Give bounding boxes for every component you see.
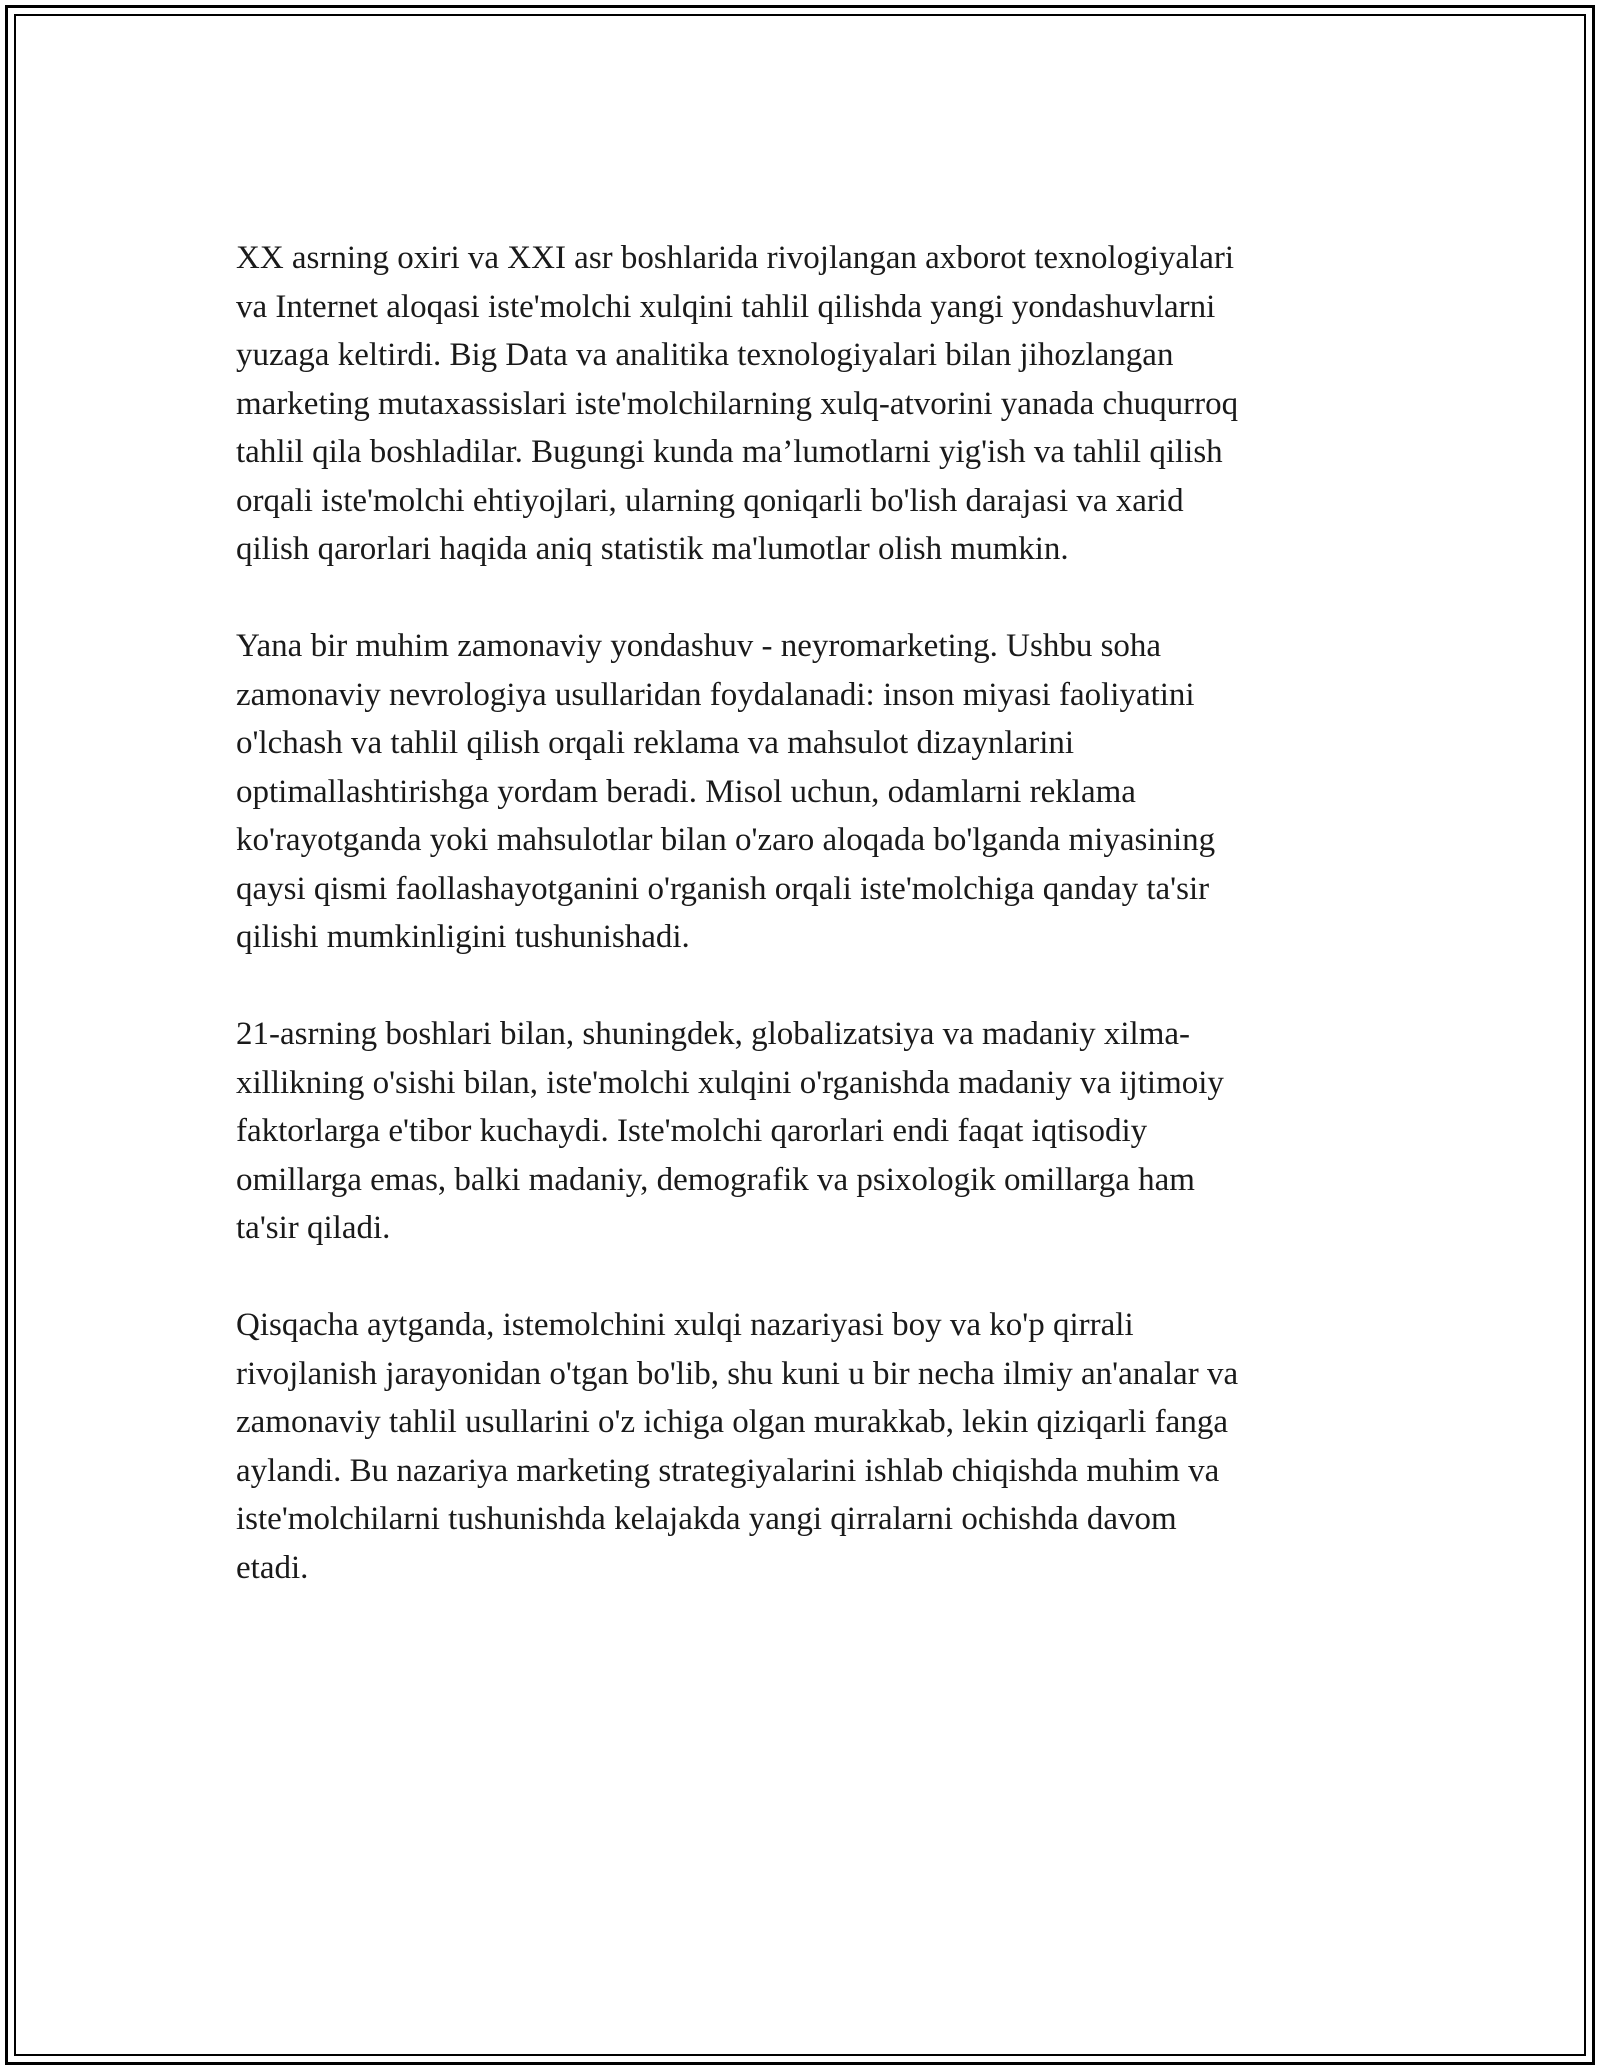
text-line: iste'molchilarni tushunishda kelajakda yangi qirralarni ochishda davom [236,1501,1177,1537]
text-line: optimallashtirishga yordam beradi. Misol uchun, odamlarni reklama [236,773,1136,810]
text-line: XX asrning oxiri va XXI asr boshlarida rivojlangan axborot texnologiyalari [236,240,1234,276]
text-line: marketing mutaxassislari iste'molchilarning xulq-atvorini yanada chuqurroq [236,385,1239,422]
text-line: va Internet aloqasi iste'molchi xulqini tahlil qilishda yangi yondashuvlarni [236,288,1216,325]
text-line: 21-asrning boshlari bilan, shuningdek, globalizatsiya va madaniy xilma- [236,1016,1191,1052]
text-line: omillarga emas, balki madaniy, demografik va psixologik omillarga ham [236,1161,1195,1198]
paragraph-4 [236,1301,1356,1592]
text-line: zamonaviy nevrologiya usullaridan foydalanadi: inson miyasi faoliyatini [236,676,1195,713]
paragraph-3 [236,1010,1356,1253]
text-line: ko'rayotganda yoki mahsulotlar bilan o'zaro aloqada bo'lganda miyasining [236,822,1216,858]
text-line: qaysi qismi faollashayotganini o'rganish orqali iste'molchiga qanday ta'sir [236,870,1210,907]
text-line: Yana bir muhim zamonaviy yondashuv - neyromarketing. Ushbu soha [236,628,1162,664]
paragraph-2 [236,622,1356,962]
text-line: yuzaga keltirdi. Big Data va analitika texnologiyalari bilan jihozlangan [236,337,1174,373]
text-line: qilish qarorlari haqida aniq statistik ma'lumotlar olish mumkin. [236,531,1069,567]
text-line: orqali iste'molchi ehtiyojlari, ularning qoniqarli bo'lish darajasi va xarid [236,482,1184,519]
text-line: aylandi. Bu nazariya marketing strategiyalarini ishlab chiqishda muhim va [236,1452,1220,1489]
text-line: tahlil qila boshladilar. Bugungi kunda ma’lumotlarni yig'ish va tahlil qilish [236,434,1223,470]
text-line: Qisqacha aytganda, istemolchini xulqi nazariyasi boy va ko'p qirrali [236,1307,1134,1343]
text-line: o'lchash va tahlil qilish orqali reklama va mahsulot dizaynlarini [236,725,1075,761]
paragraph-1 [236,234,1356,574]
text-line: etadi. [236,1549,309,1586]
text-line: qilishi mumkinligini tushunishadi. [236,919,690,955]
text-line: zamonaviy tahlil usullarini o'z ichiga olgan murakkab, lekin qiziqarli fanga [236,1404,1228,1440]
text-line: ta'sir qiladi. [236,1210,391,1246]
text-line: faktorlarga e'tibor kuchaydi. Iste'molchi qarorlari endi faqat iqtisodiy [236,1113,1148,1149]
text-line: xillikning o'sishi bilan, iste'molchi xulqini o'rganishda madaniy va ijtimoiy [236,1064,1224,1101]
text-line: rivojlanish jarayonidan o'tgan bo'lib, shu kuni u bir necha ilmiy an'analar va [236,1355,1239,1392]
document-body [236,234,1356,1592]
